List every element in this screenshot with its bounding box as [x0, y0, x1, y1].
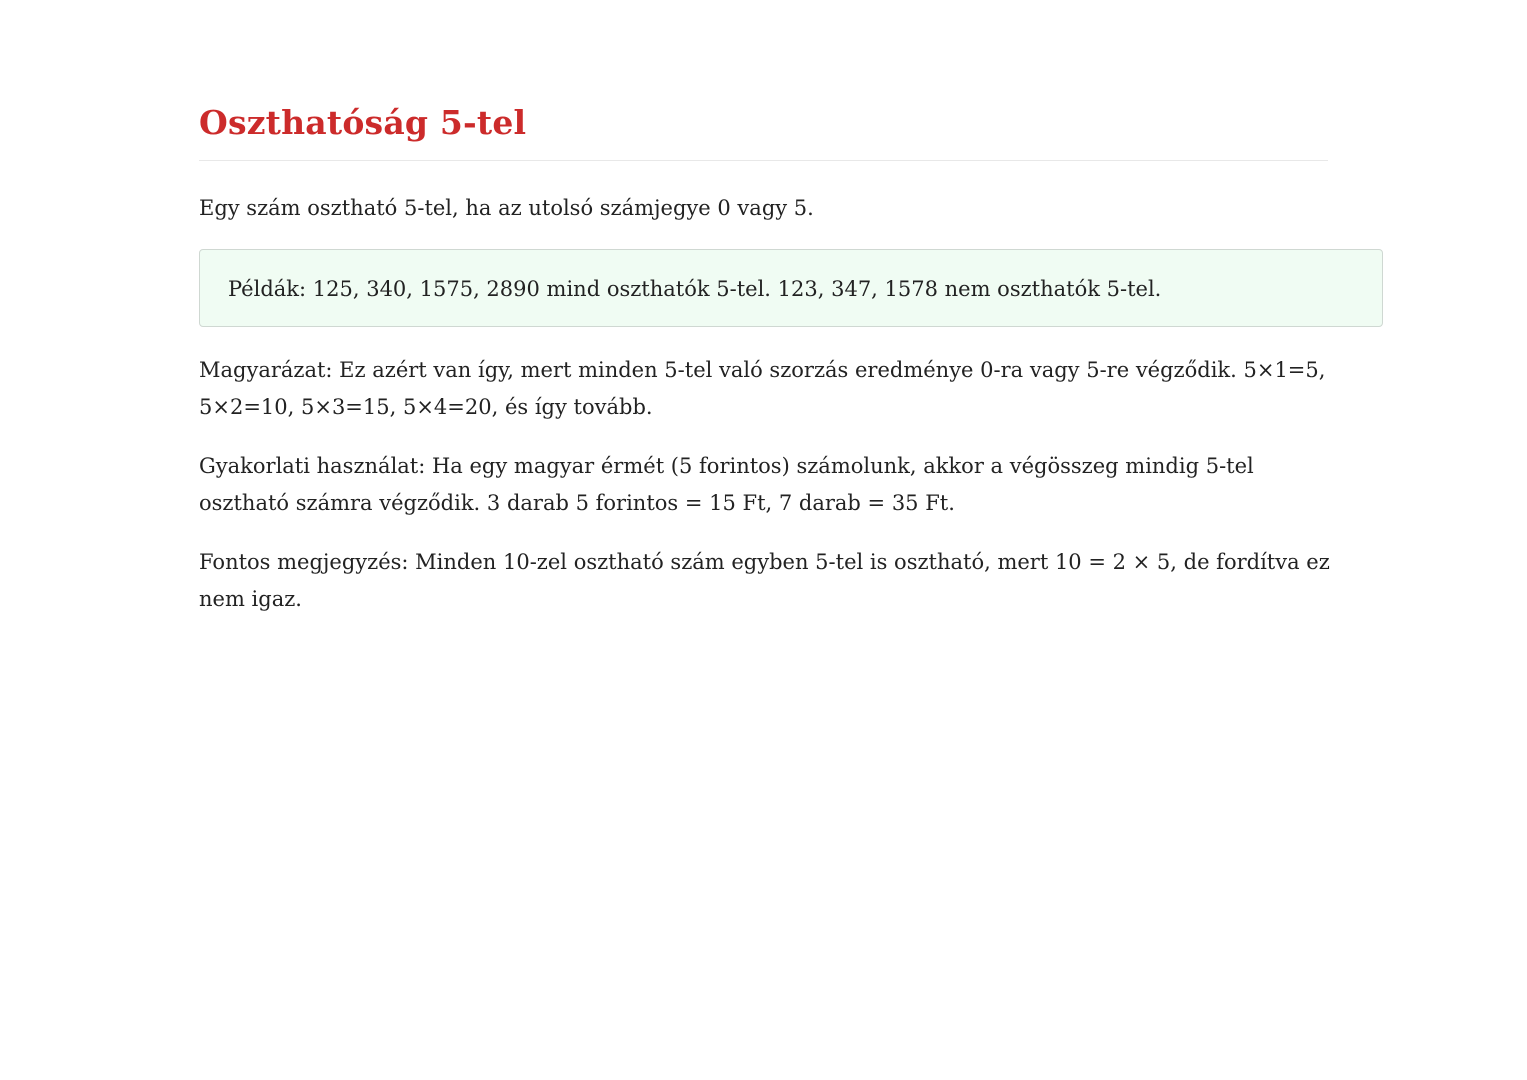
explanation-paragraph: Magyarázat: Ez azért van így, mert minden 5-tel való szorzás eredménye 0-ra vagy 5-re végződik. 5×1=5, 5×2=10, 5×3=15, 5×4=20, és így tovább.	[199, 358, 1326, 419]
example-text: Példák: 125, 340, 1575, 2890 mind oszthatók 5-tel. 123, 347, 1578 nem oszthatók 5-tel.	[228, 277, 1162, 301]
important-note-paragraph: Fontos megjegyzés: Minden 10-zel osztható szám egyben 5-tel is osztható, mert 10 = 2 × 5, de fordítva ez nem igaz.	[199, 550, 1330, 611]
page-title: Oszthatóság 5-tel	[199, 103, 527, 142]
example-callout	[199, 249, 1383, 327]
title-divider	[199, 160, 1328, 161]
practical-use-paragraph: Gyakorlati használat: Ha egy magyar érmét (5 forintos) számolunk, akkor a végösszeg mindig 5-tel osztható számra végződik. 3 darab 5 forintos = 15 Ft, 7 darab = 35 Ft.	[199, 454, 1254, 515]
intro-paragraph: Egy szám osztható 5-tel, ha az utolsó számjegye 0 vagy 5.	[199, 196, 814, 220]
